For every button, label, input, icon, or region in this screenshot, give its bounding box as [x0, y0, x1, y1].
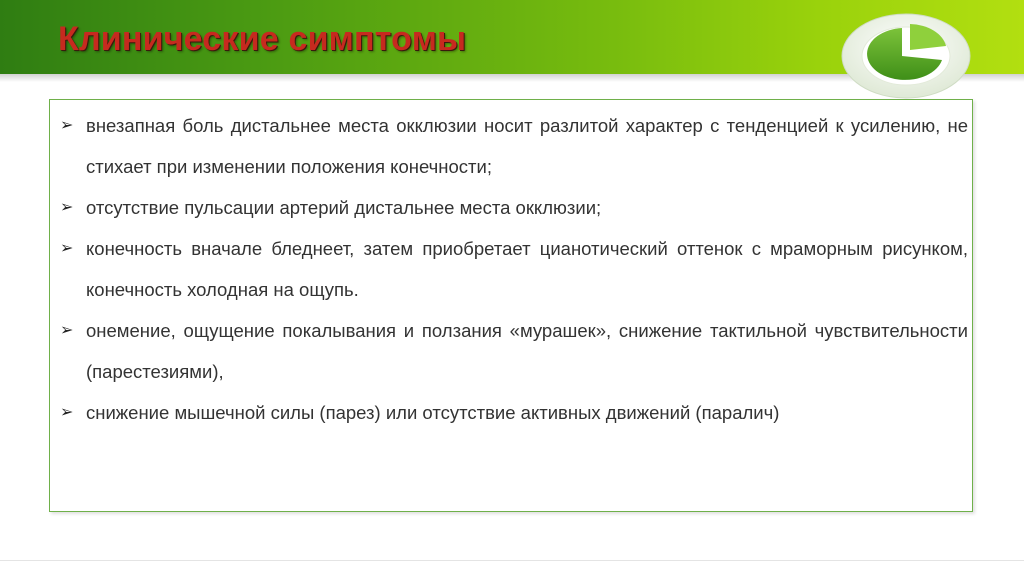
arrow-bullet-icon: ➢	[60, 322, 74, 339]
symptom-text: снижение мышечной силы (парез) или отсутствие активных движений (паралич)	[86, 402, 780, 423]
list-item	[60, 392, 968, 433]
green-pie-chart-logo-icon	[838, 2, 978, 102]
slide-bottom-line	[0, 560, 1024, 561]
symptom-text: онемение, ощущение покалывания и ползания «мурашек», снижение тактильной чувствительности (парестезиями),	[86, 320, 968, 382]
arrow-bullet-icon: ➢	[60, 117, 74, 134]
symptom-text: внезапная боль дистальнее места окклюзии носит разлитой характер с тенденцией к усилению, не стихает при изменении положения конечности;	[86, 115, 968, 177]
arrow-bullet-icon: ➢	[60, 199, 74, 216]
symptom-text: отсутствие пульсации артерий дистальнее места окклюзии;	[86, 197, 602, 218]
slide-title: Клинические симптомы	[58, 20, 467, 58]
list-item	[60, 187, 968, 228]
arrow-bullet-icon: ➢	[60, 240, 74, 257]
list-item	[60, 310, 968, 392]
list-item	[60, 105, 968, 187]
symptom-text: конечность вначале бледнеет, затем приобретает цианотический оттенок с мраморным рисунком, конечность холодная на ощупь.	[86, 238, 968, 300]
list-item	[60, 228, 968, 310]
arrow-bullet-icon: ➢	[60, 404, 74, 421]
content-box	[49, 99, 973, 512]
symptom-list	[60, 105, 968, 433]
